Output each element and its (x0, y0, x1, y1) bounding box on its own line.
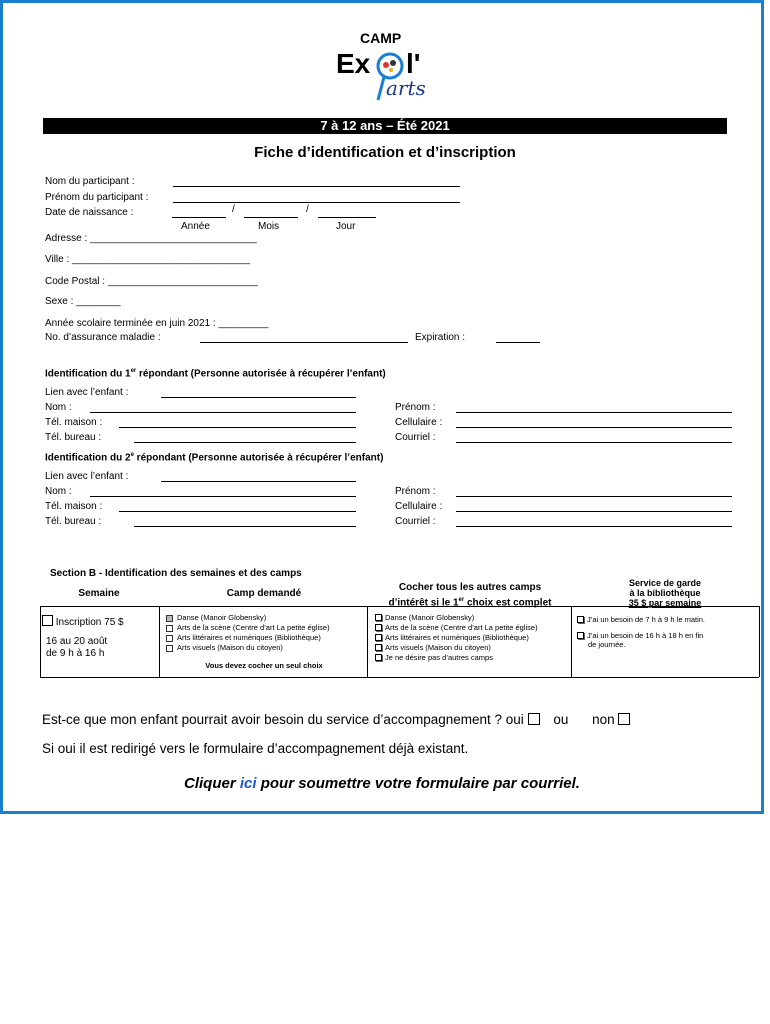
jour-field[interactable] (318, 217, 376, 218)
r2-courriel-label: Courriel : (395, 516, 436, 527)
oui-checkbox[interactable] (528, 713, 540, 725)
accompagnement-redirect: Si oui il est redirigé vers le formulaire d’accompagnement déjà existant. (42, 741, 469, 756)
autres-camps-choices (375, 613, 538, 663)
nom-participant-field[interactable] (173, 186, 460, 187)
repondant1-title: Identification du 1er répondant (Personne autorisée à récupérer l’enfant) (45, 368, 386, 380)
title-bar: 7 à 12 ans – Été 2021 (43, 118, 727, 134)
prenom-participant-label: Prénom du participant : (45, 192, 149, 203)
un-seul-choix-note: Vous devez cocher un seul choix (205, 661, 323, 670)
r1-lien-field[interactable] (161, 397, 356, 398)
r1-prenom-label: Prénom : (395, 402, 436, 413)
r2-courriel-field[interactable] (456, 526, 732, 527)
camp-choice-arts-scene[interactable]: Arts de la scène (Centre d’art La petite église) (166, 623, 330, 633)
sexe-field[interactable]: Sexe : ________ (45, 296, 121, 307)
r1-lien-label: Lien avec l’enfant : (45, 387, 129, 398)
col-garde-header: Service de garde à la bibliothèque 35 $ par semaine (628, 578, 702, 608)
submit-line: Cliquer ici pour soumettre votre formulaire par courriel. (184, 775, 580, 792)
annee-field[interactable] (172, 217, 226, 218)
ici-link[interactable]: ici (239, 775, 257, 792)
repondant2-title: Identification du 2e répondant (Personne autorisée à récupérer l’enfant) (45, 452, 384, 464)
r1-cellulaire-label: Cellulaire : (395, 417, 443, 428)
jour-label: Jour (336, 221, 356, 232)
table-divider-left (40, 606, 41, 677)
nom-participant-label: Nom du participant : (45, 176, 135, 187)
garde-soir-option[interactable]: J’ai un besoin de 16 h à 18 h en fin de journée. (577, 631, 703, 649)
mois-label: Mois (258, 221, 280, 232)
r2-cellulaire-label: Cellulaire : (395, 501, 443, 512)
autre-choice-arts-scene[interactable]: Arts de la scène (Centre d’art La petite église) (375, 623, 538, 633)
date-naissance-label: Date de naissance : (45, 207, 134, 218)
slash-2: / (306, 204, 309, 215)
r2-prenom-label: Prénom : (395, 486, 436, 497)
r2-lien-field[interactable] (161, 481, 356, 482)
logo-ex: Ex (336, 48, 371, 79)
col-camp-header: Camp demandé (226, 588, 302, 599)
prenom-participant-field[interactable] (173, 202, 460, 203)
r1-cellulaire-field[interactable] (456, 427, 732, 428)
assurance-field[interactable] (200, 342, 408, 343)
r1-tel-maison-label: Tél. maison : (45, 417, 103, 428)
logo-arts: arts (386, 76, 426, 100)
assurance-label: No. d’assurance maladie : (45, 332, 161, 343)
r2-tel-maison-label: Tél. maison : (45, 501, 103, 512)
camp-choice-arts-litteraires[interactable]: Arts littéraires et numériques (Bibliothèque) (166, 633, 330, 643)
semaine-dates: 16 au 20 août de 9 h à 16 h (46, 636, 108, 659)
r1-courriel-field[interactable] (456, 442, 732, 443)
r1-prenom-field[interactable] (456, 412, 732, 413)
expiration-field[interactable] (496, 342, 540, 343)
annee-label: Année (181, 221, 210, 232)
accompagnement-question: Est-ce que mon enfant pourrait avoir besoin du service d’accompagnement ? oui ou non (42, 712, 630, 727)
r1-courriel-label: Courriel : (395, 432, 436, 443)
camp-choice-danse[interactable]: Danse (Manoir Globensky) (166, 613, 330, 623)
camp-choice-arts-visuels[interactable]: Arts visuels (Maison du citoyen) (166, 643, 330, 653)
garde-matin-option[interactable]: J’ai un besoin de 7 h à 9 h le matin. (577, 615, 705, 624)
r1-tel-maison-field[interactable] (119, 427, 356, 428)
r2-tel-maison-field[interactable] (119, 511, 356, 512)
r2-tel-bureau-field[interactable] (134, 526, 356, 527)
autre-choice-arts-litteraires[interactable]: Arts littéraires et numériques (Bibliothèque) (375, 633, 538, 643)
table-divider-3 (571, 606, 572, 677)
table-divider-right (759, 606, 760, 677)
non-checkbox[interactable] (618, 713, 630, 725)
r2-tel-bureau-label: Tél. bureau : (45, 516, 102, 527)
expiration-label: Expiration : (415, 332, 466, 343)
autre-choice-aucun[interactable]: Je ne désire pas d’autres camps (375, 653, 538, 663)
camp-choices (166, 613, 330, 653)
inscription-option[interactable]: Inscription 75 $ (42, 615, 124, 628)
code-postal-field[interactable]: Code Postal : ___________________________ (45, 276, 258, 287)
r1-nom-label: Nom : (45, 402, 72, 413)
autre-choice-arts-visuels[interactable]: Arts visuels (Maison du citoyen) (375, 643, 538, 653)
col-autres-header: Cocher tous les autres camps d’intérêt si le 1er choix est complet (388, 582, 552, 609)
col-semaine-header: Semaine (78, 588, 120, 599)
r2-prenom-field[interactable] (456, 496, 732, 497)
ville-field[interactable]: Ville : ________________________________ (45, 254, 251, 265)
r1-nom-field[interactable] (90, 412, 356, 413)
annee-scolaire-field[interactable]: Année scolaire terminée en juin 2021 : _________ (45, 318, 269, 329)
r1-tel-bureau-label: Tél. bureau : (45, 432, 102, 443)
slash-1: / (232, 204, 235, 215)
adresse-field[interactable]: Adresse : ______________________________ (45, 233, 257, 244)
mois-field[interactable] (244, 217, 298, 218)
r1-tel-bureau-field[interactable] (134, 442, 356, 443)
camp-label: CAMP (360, 30, 402, 46)
logo (336, 44, 446, 102)
r2-nom-field[interactable] (90, 496, 356, 497)
section-b-title: Section B - Identification des semaines et des camps (50, 568, 302, 579)
inscription-checkbox[interactable] (42, 615, 53, 626)
form-title: Fiche d’identification et d’inscription (254, 144, 516, 161)
r2-lien-label: Lien avec l’enfant : (45, 471, 129, 482)
r2-nom-label: Nom : (45, 486, 72, 497)
r2-cellulaire-field[interactable] (456, 511, 732, 512)
autre-choice-danse[interactable]: Danse (Manoir Globensky) (375, 613, 538, 623)
logo-l: l' (406, 48, 421, 79)
